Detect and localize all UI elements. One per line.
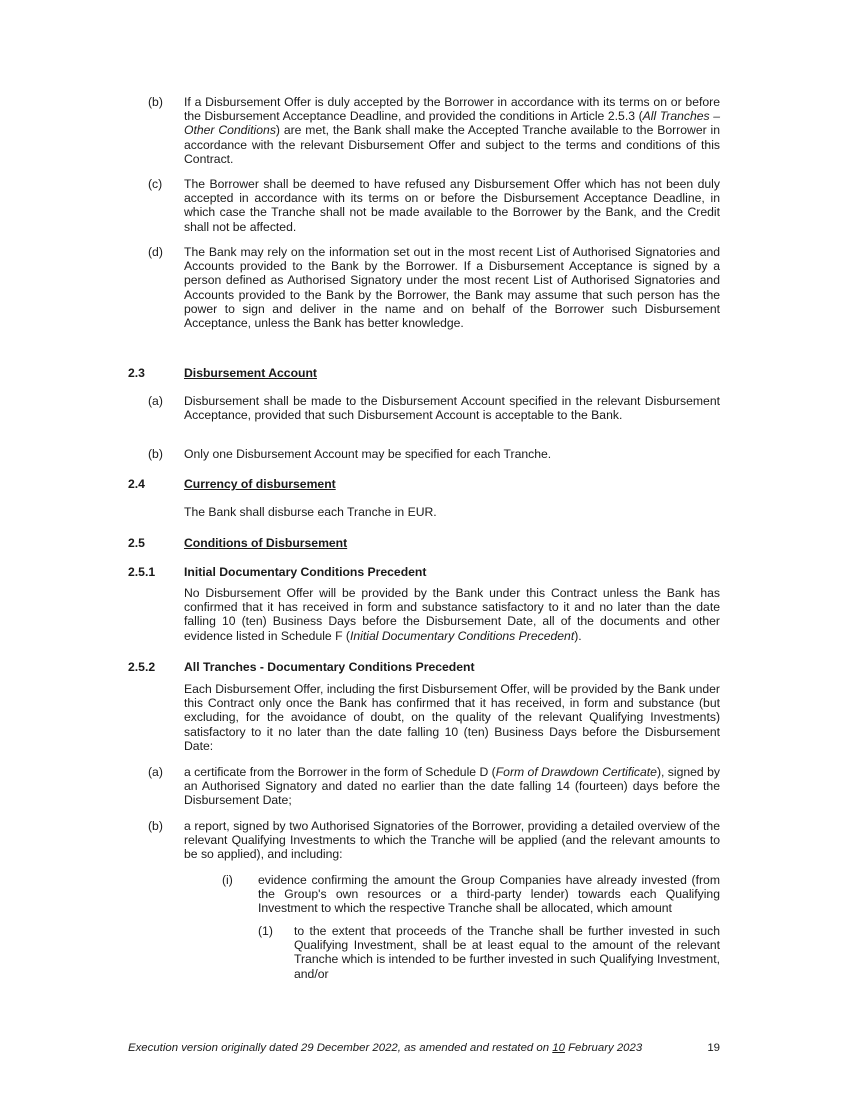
clause-text: If a Disbursement Offer is duly accepted by the Borrower in accordance with its terms on or before the Disbursement Acceptance Deadline, and provided the conditions in Article 2.5.3 (All Tranches – Other Conditions) are met, the Bank shall make the Accepted Tranche available to the Borrower in accordance with the relevant Disbursement Offer and subject to the terms and conditions of this Contract.: [184, 95, 720, 166]
clause-c-refused-offer: [148, 177, 720, 234]
clause-d-authorised-signatories: [148, 245, 720, 331]
clause-label: (c): [148, 177, 163, 191]
section-title: Currency of disbursement: [184, 477, 336, 491]
clause-2-3-b: [148, 447, 720, 461]
section-number: 2.5.2: [128, 660, 156, 674]
section-2-4-text: The Bank shall disburse each Tranche in EUR.: [184, 505, 437, 519]
clause-label: (b): [148, 95, 163, 109]
section-title: Initial Documentary Conditions Precedent: [184, 565, 427, 579]
clause-text: Disbursement shall be made to the Disbursement Account specified in the relevant Disbursement Acceptance, provided that such Disbursement Account is acceptable to the Bank.: [184, 394, 720, 423]
section-number: 2.5.1: [128, 565, 156, 579]
section-number: 2.4: [128, 477, 145, 491]
clause-label: (i): [222, 873, 233, 887]
clause-text: a certificate from the Borrower in the form of Schedule D (Form of Drawdown Certificate), signed by an Authorised Signatory and dated no earlier than the date falling 14 (fourteen) days before the Disbursement Date;: [184, 765, 720, 808]
clause-label: (1): [258, 924, 273, 938]
section-title: Disbursement Account: [184, 366, 317, 380]
clause-2-5-2-b-i-1: [258, 924, 720, 981]
section-2-5-2-text: Each Disbursement Offer, including the first Disbursement Offer, will be provided by the Bank under this Contract only once the Bank has confirmed that it has received, in form and substance (but excluding, for the avoidance of doubt, on the quality of the relevant Qualifying Investments) satisfactory to it no later than the date falling 10 (ten) Business Days before the Disbursement Date:: [184, 682, 720, 753]
clause-text: to the extent that proceeds of the Tranche shall be further invested in such Qualifying Investment, shall be at least equal to the amount of the relevant Tranche which is intended to be further invested in such Qualifying Investment, and/or: [294, 924, 720, 981]
clause-2-5-2-a: [148, 765, 720, 808]
clause-2-5-2-b: [148, 819, 720, 862]
clause-text: evidence confirming the amount the Group Companies have already invested (from the Group's own resources or a third-party lender) towards each Qualifying Investment to which the respective Tranche shall be allocated, which amount: [258, 873, 720, 916]
section-number: 2.3: [128, 366, 145, 380]
page-number: 19: [707, 1042, 720, 1054]
clause-text: The Bank may rely on the information set out in the most recent List of Authorised Signatories and Accounts provided to the Bank by the Borrower. If a Disbursement Acceptance is signed by a person defined as Authorised Signatory under the most recent List of Authorised Signatories and Accounts provided to the Bank by the Borrower, the Bank may assume that such person has the power to sign and deliver in the name and on behalf of the Borrower such Disbursement Acceptance, unless the Bank has better knowledge.: [184, 245, 720, 331]
clause-label: (d): [148, 245, 163, 259]
clause-b-disbursement-offer-accepted: [148, 95, 720, 166]
clause-text: a report, signed by two Authorised Signatories of the Borrower, providing a detailed overview of the relevant Qualifying Investments to which the Tranche will be applied (and the relevant amounts to be so applied), and including:: [184, 819, 720, 862]
clause-text: Only one Disbursement Account may be specified for each Tranche.: [184, 447, 552, 461]
clause-label: (a): [148, 394, 163, 408]
page-footer: [128, 1042, 720, 1054]
clause-2-5-2-b-i: [222, 873, 720, 916]
footer-version-text: Execution version originally dated 29 December 2022, as amended and restated on 10 February 2023: [128, 1042, 643, 1054]
clause-text: The Borrower shall be deemed to have refused any Disbursement Offer which has not been duly accepted in accordance with its terms on or before the Disbursement Acceptance Deadline, in which case the Tranche shall not be made available to the Borrower by the Bank, and the Credit shall not be affected.: [184, 177, 720, 234]
clause-label: (b): [148, 447, 163, 461]
section-title: Conditions of Disbursement: [184, 536, 348, 550]
section-number: 2.5: [128, 536, 145, 550]
section-2-5-1-text: No Disbursement Offer will be provided by the Bank under this Contract unless the Bank has confirmed that it has received in form and substance satisfactory to it and no later than the date falling 10 (ten) Business Days before the Disbursement Date, all of the documents and other evidence listed in Schedule F (Initial Documentary Conditions Precedent).: [184, 586, 720, 643]
section-title: All Tranches - Documentary Conditions Precedent: [184, 660, 475, 674]
clause-label: (a): [148, 765, 163, 779]
clause-label: (b): [148, 819, 163, 833]
clause-2-3-a: [148, 394, 720, 423]
